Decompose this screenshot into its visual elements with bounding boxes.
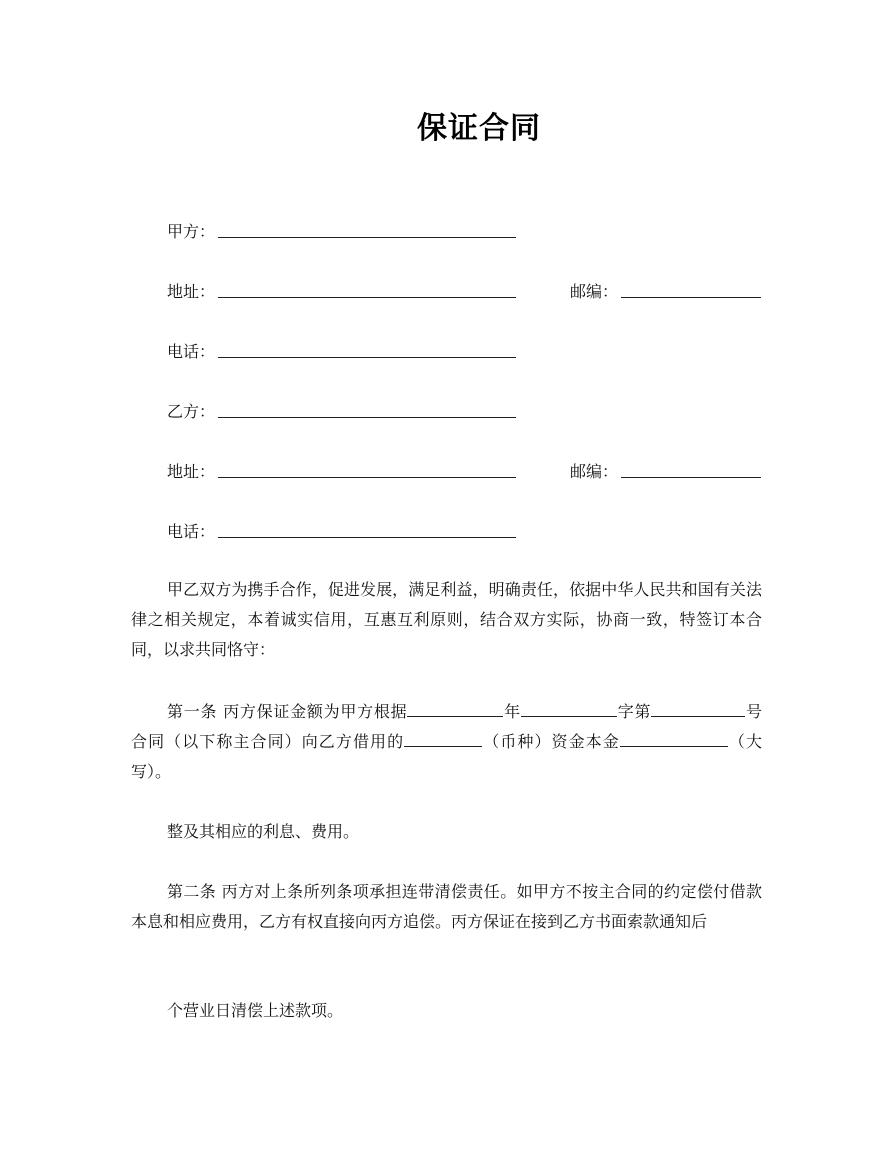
article-1-continuation: 整及其相应的利息、费用。	[167, 822, 360, 841]
article-1-text-3: 字第	[616, 702, 652, 721]
party-a-phone-blank[interactable]	[218, 357, 516, 358]
party-b-address-blank[interactable]	[218, 477, 516, 478]
party-a-label: 甲方：	[167, 222, 216, 241]
main-contract-prefix-blank[interactable]	[521, 699, 617, 717]
principal-amount-blank[interactable]	[620, 729, 728, 747]
article-1-text-2: 年	[503, 702, 521, 721]
party-a-name-blank[interactable]	[218, 237, 516, 238]
party-b-label: 乙方：	[167, 402, 216, 421]
party-b-phone-label: 电话：	[167, 522, 216, 541]
main-contract-number-blank[interactable]	[651, 699, 745, 717]
currency-blank[interactable]	[404, 729, 482, 747]
party-a-postcode-blank[interactable]	[621, 297, 761, 298]
party-a-address-blank[interactable]	[218, 297, 516, 298]
party-b-postcode-blank[interactable]	[621, 477, 761, 478]
article-1-text-5: （币种）资金本金	[482, 732, 620, 751]
article-2-paragraph: 第二条 丙方对上条所列条项承担连带清偿责任。如甲方不按主合同的约定偿付借款本息和相应费用，乙方有权直接向丙方追偿。丙方保证在接到乙方书面索款通知后	[131, 882, 762, 931]
preamble-paragraph: 甲乙双方为携手合作，促进发展，满足利益，明确责任，依据中华人民共和国有关法律之相关规定，本着诚实信用，互惠互利原则，结合双方实际，协商一致，特签订本合同，以求共同恪守：	[131, 580, 762, 659]
document-title: 保证合同	[417, 111, 541, 146]
party-b-name-blank[interactable]	[218, 417, 516, 418]
main-contract-year-blank[interactable]	[407, 699, 503, 717]
article-1-text-6: （大写）。	[131, 732, 762, 781]
article-1-text-4: 号合同（以下称主合同）向乙方借用的	[131, 702, 762, 751]
party-a-phone-label: 电话：	[167, 342, 216, 361]
party-b-postcode-label: 邮编：	[570, 462, 619, 481]
party-a-postcode-label: 邮编：	[570, 282, 619, 301]
article-2-continuation: 个营业日清偿上述款项。	[167, 1001, 344, 1020]
party-b-phone-blank[interactable]	[218, 537, 516, 538]
article-1-text-1: 第一条 丙方保证金额为甲方根据	[167, 702, 408, 721]
article-1-paragraph	[131, 697, 762, 787]
party-a-address-label: 地址：	[167, 282, 216, 301]
party-b-address-label: 地址：	[167, 462, 216, 481]
